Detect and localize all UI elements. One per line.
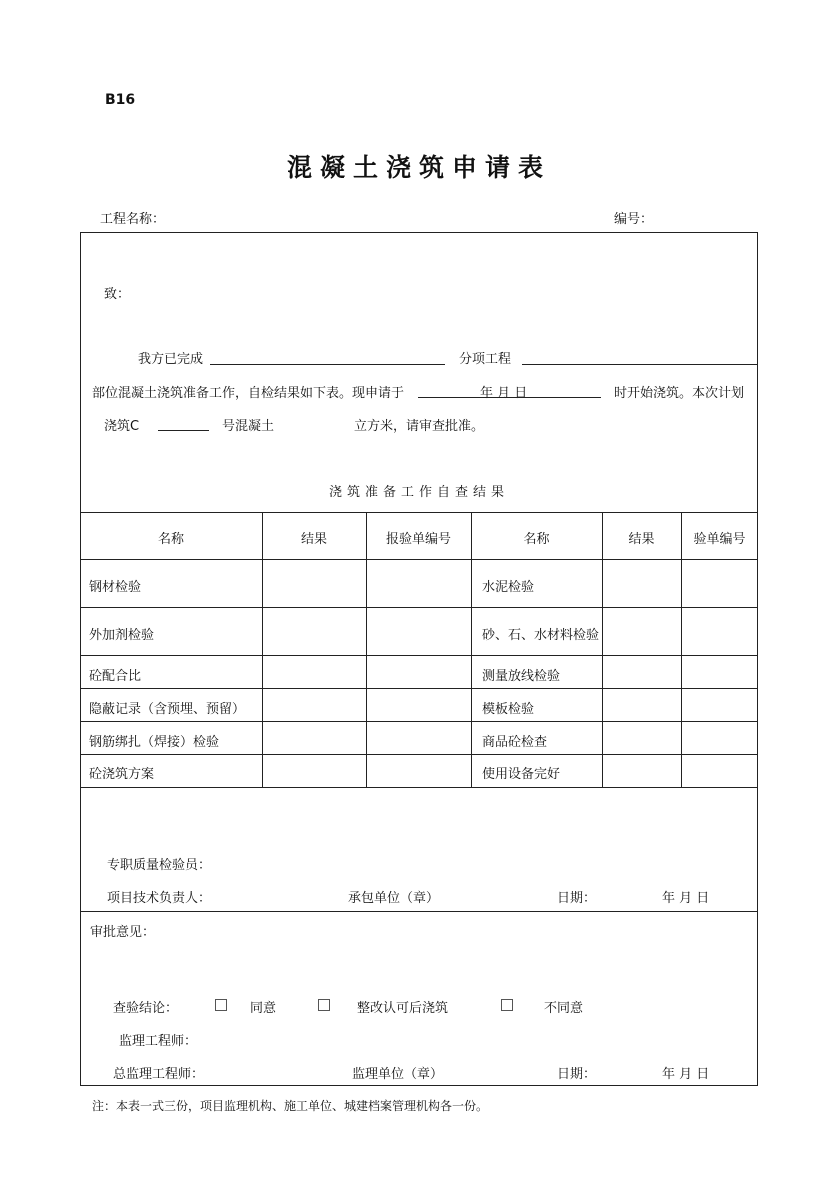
table-header: 结果 xyxy=(300,532,327,547)
table-col-line xyxy=(366,512,367,787)
approval-date: 年 月 日 xyxy=(662,1067,710,1082)
option-label: 整改认可后浇筑 xyxy=(357,1001,449,1016)
qc-inspector-label: 专职质量检验员： xyxy=(107,858,212,873)
table-row-line xyxy=(80,607,758,608)
agree-checkbox[interactable] xyxy=(215,999,227,1011)
pour-date-blank[interactable] xyxy=(418,397,601,398)
supervision-unit-label: 监理单位（章） xyxy=(352,1067,444,1082)
table-row-right-name: 使用设备完好 xyxy=(482,767,561,782)
part-text: 部位混凝土浇筑准备工作，自检结果如下表。现申请于 xyxy=(92,386,405,401)
start-text: 时开始浇筑。本次计划 xyxy=(614,386,745,401)
table-header: 验单编号 xyxy=(693,532,746,547)
page-title: 混凝土浇筑申请表 xyxy=(286,153,551,182)
table-row-right-name: 水泥检验 xyxy=(482,580,535,595)
sub-project-label: 分项工程 xyxy=(459,352,512,367)
table-col-line xyxy=(262,512,263,787)
table-row-left-name: 砼浇筑方案 xyxy=(89,767,155,782)
approval-date-label: 日期： xyxy=(557,1067,597,1082)
table-row-line xyxy=(80,754,758,755)
table-header: 报验单编号 xyxy=(385,532,451,547)
table-header-line xyxy=(80,559,758,560)
table-row-right-name: 模板检验 xyxy=(482,702,535,717)
self-check-title: 浇筑准备工作自查结果 xyxy=(328,485,509,500)
section-divider xyxy=(80,911,758,912)
serial-number-label: 编号： xyxy=(614,212,654,227)
sub-project-blank[interactable] xyxy=(522,364,758,365)
contractor-date-label: 日期： xyxy=(557,891,597,906)
table-col-line xyxy=(471,512,472,787)
supervision-engineer-label: 监理工程师： xyxy=(119,1034,198,1049)
grade-blank[interactable] xyxy=(158,430,209,431)
table-col-line xyxy=(681,512,682,787)
table-row-left-name: 砼配合比 xyxy=(89,669,142,684)
conclusion-label: 查验结论： xyxy=(113,1001,179,1016)
footnote: 注：本表一式三份，项目监理机构、施工单位、城建档案管理机构各一份。 xyxy=(92,1099,489,1113)
chief-engineer-label: 总监理工程师： xyxy=(113,1067,205,1082)
project-name-label: 工程名称： xyxy=(100,212,166,227)
disagree-checkbox[interactable] xyxy=(501,999,513,1011)
table-col-line xyxy=(602,512,603,787)
contractor-unit-label: 承包单位（章） xyxy=(348,891,440,906)
table-top-line xyxy=(80,512,758,513)
table-header: 名称 xyxy=(523,532,550,547)
table-row-right-name: 测量放线检验 xyxy=(482,669,561,684)
pour-date: 年 月 日 xyxy=(480,386,528,401)
document-code: B16 xyxy=(105,92,136,108)
table-bottom-line xyxy=(80,787,758,788)
table-row-line xyxy=(80,721,758,722)
tech-lead-label: 项目技术负责人： xyxy=(107,891,212,906)
rectify-checkbox[interactable] xyxy=(318,999,330,1011)
completed-prefix: 我方已完成 xyxy=(138,352,204,367)
contractor-date: 年 月 日 xyxy=(662,891,710,906)
option-label: 不同意 xyxy=(544,1001,584,1016)
table-header: 名称 xyxy=(157,532,184,547)
table-row-left-name: 钢材检验 xyxy=(89,580,142,595)
table-row-right-name: 商品砼检查 xyxy=(482,735,548,750)
completed-blank[interactable] xyxy=(210,364,445,365)
approval-opinion-label: 审批意见： xyxy=(90,925,156,940)
table-row-line xyxy=(80,655,758,656)
table-row-line xyxy=(80,688,758,689)
table-header: 结果 xyxy=(628,532,655,547)
table-row-left-name: 钢筋绑扎（焊接）检验 xyxy=(89,735,220,750)
option-label: 同意 xyxy=(250,1001,277,1016)
concrete-label: 号混凝土 xyxy=(222,419,275,434)
to-label: 致： xyxy=(104,287,131,302)
table-row-right-name: 砂、石、水材料检验 xyxy=(482,628,600,643)
table-row-left-name: 外加剂检验 xyxy=(89,628,155,643)
volume-text: 立方米，请审查批准。 xyxy=(354,419,485,434)
table-row-left-name: 隐蔽记录（含预埋、预留） xyxy=(89,702,246,717)
pour-prefix: 浇筑C xyxy=(104,419,140,434)
